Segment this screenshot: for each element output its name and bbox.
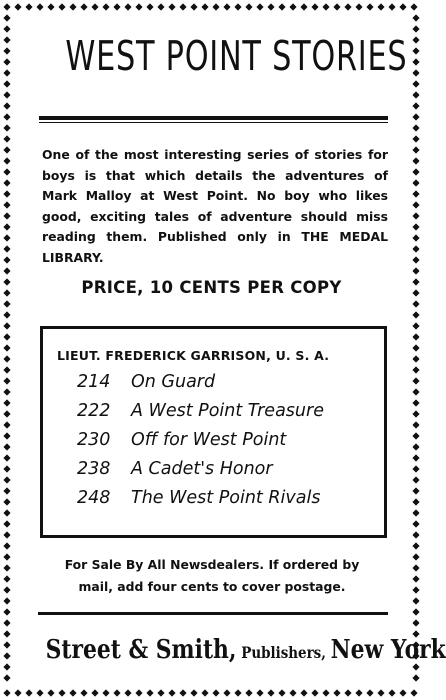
border-diamond (3, 47, 10, 54)
title-rule-thin (39, 122, 388, 123)
sale-line-2: mail, add four cents to cover postage. (78, 579, 346, 594)
border-diamond (157, 689, 164, 696)
border-diamond (300, 3, 307, 10)
border-diamond (3, 520, 10, 527)
border-diamond (412, 58, 419, 65)
border-diamond (311, 3, 318, 10)
book-title: On Guard (131, 372, 216, 392)
border-diamond (3, 333, 10, 340)
border-diamond (256, 3, 263, 10)
border-diamond (366, 689, 373, 696)
border-diamond (3, 157, 10, 164)
border-diamond (168, 689, 175, 696)
border-diamond (3, 212, 10, 219)
border-diamond (3, 641, 10, 648)
border-diamond (412, 179, 419, 186)
border-diamond (157, 3, 164, 10)
book-item (77, 459, 273, 483)
border-diamond (412, 267, 419, 274)
border-diamond (412, 256, 419, 263)
border-diamond (412, 278, 419, 285)
border-diamond (412, 487, 419, 494)
border-diamond (412, 234, 419, 241)
border-diamond (355, 3, 362, 10)
border-diamond (412, 300, 419, 307)
border-diamond (3, 454, 10, 461)
border-diamond (3, 25, 10, 32)
border-diamond (3, 487, 10, 494)
border-diamond (412, 80, 419, 87)
border-diamond (256, 689, 263, 696)
border-diamond (412, 47, 419, 54)
border-diamond (355, 689, 362, 696)
border-diamond (3, 443, 10, 450)
border-diamond (412, 586, 419, 593)
border-diamond (3, 289, 10, 296)
border-diamond (412, 113, 419, 120)
border-diamond (168, 3, 175, 10)
border-diamond (3, 14, 10, 21)
border-diamond (300, 689, 307, 696)
border-diamond (410, 689, 417, 696)
book-item (77, 430, 286, 454)
book-title: A Cadet's Honor (131, 459, 273, 479)
border-diamond (113, 3, 120, 10)
border-diamond (412, 509, 419, 516)
publisher-city: New York (330, 635, 446, 665)
border-diamond (3, 245, 10, 252)
border-diamond (3, 476, 10, 483)
border-diamond (388, 689, 395, 696)
border-diamond (412, 476, 419, 483)
border-diamond (278, 689, 285, 696)
border-diamond (412, 432, 419, 439)
border-diamond (3, 80, 10, 87)
border-diamond (3, 663, 10, 670)
border-diamond (3, 311, 10, 318)
border-diamond (146, 689, 153, 696)
border-diamond (113, 689, 120, 696)
border-diamond (267, 689, 274, 696)
border-diamond (412, 410, 419, 417)
border-diamond (412, 465, 419, 472)
book-number: 248 (77, 488, 111, 508)
border-diamond (212, 689, 219, 696)
border-diamond (3, 465, 10, 472)
border-diamond (3, 190, 10, 197)
border-diamond (412, 36, 419, 43)
border-diamond (25, 3, 32, 10)
border-diamond (3, 234, 10, 241)
border-diamond (412, 520, 419, 527)
book-title: The West Point Rivals (131, 488, 321, 508)
border-diamond (289, 3, 296, 10)
border-diamond (412, 157, 419, 164)
border-diamond (412, 355, 419, 362)
border-diamond (102, 689, 109, 696)
border-diamond (3, 91, 10, 98)
border-diamond (289, 689, 296, 696)
border-diamond (412, 443, 419, 450)
border-diamond (322, 689, 329, 696)
border-diamond (322, 3, 329, 10)
border-diamond (278, 3, 285, 10)
border-diamond (412, 399, 419, 406)
border-diamond (3, 410, 10, 417)
sale-notice (34, 554, 390, 598)
border-diamond (412, 608, 419, 615)
book-title: A West Point Treasure (131, 401, 324, 421)
border-diamond (3, 689, 10, 696)
book-number: 238 (77, 459, 111, 479)
border-diamond (69, 689, 76, 696)
border-diamond (412, 619, 419, 626)
border-diamond (412, 135, 419, 142)
border-diamond (412, 146, 419, 153)
border-diamond (3, 102, 10, 109)
page-title: WEST POINT STORIES (65, 32, 408, 80)
price-line: PRICE, 10 CENTS PER COPY (81, 278, 342, 297)
border-diamond (3, 421, 10, 428)
border-diamond (69, 3, 76, 10)
footer-rule (38, 612, 388, 615)
border-diamond (412, 190, 419, 197)
border-diamond (366, 3, 373, 10)
border-diamond (91, 689, 98, 696)
border-diamond (91, 3, 98, 10)
border-diamond (190, 3, 197, 10)
border-diamond (412, 212, 419, 219)
border-diamond (3, 344, 10, 351)
border-diamond (3, 124, 10, 131)
border-diamond (3, 597, 10, 604)
border-diamond (190, 689, 197, 696)
border-diamond (58, 689, 65, 696)
border-diamond (412, 69, 419, 76)
border-diamond (80, 3, 87, 10)
border-diamond (179, 3, 186, 10)
border-diamond (179, 689, 186, 696)
border-diamond (3, 586, 10, 593)
border-diamond (80, 689, 87, 696)
border-diamond (14, 3, 21, 10)
border-diamond (412, 421, 419, 428)
border-diamond (3, 564, 10, 571)
border-diamond (412, 531, 419, 538)
border-diamond (146, 3, 153, 10)
border-diamond (234, 3, 241, 10)
border-diamond (412, 553, 419, 560)
border-diamond (201, 3, 208, 10)
border-diamond (3, 399, 10, 406)
border-diamond (3, 300, 10, 307)
sale-line-1: For Sale By All Newsdealers. If ordered by (64, 557, 360, 572)
border-diamond (102, 3, 109, 10)
border-diamond (399, 689, 406, 696)
intro-paragraph: One of the most interesting series of stories for boys is that which details the adventures of Mark Malloy at West Point. No boy who likes good, exciting tales of adventure should miss reading them. Published only in THE MEDAL LIBRARY. (42, 147, 388, 265)
book-number: 222 (77, 401, 111, 421)
border-diamond (3, 223, 10, 230)
border-diamond (47, 3, 54, 10)
border-diamond (3, 168, 10, 175)
publisher-line (45, 635, 446, 665)
book-title: Off for West Point (131, 430, 287, 450)
publisher-name: Street & Smith, (45, 635, 237, 665)
border-diamond (412, 124, 419, 131)
border-diamond (412, 223, 419, 230)
book-number: 214 (77, 372, 111, 392)
border-diamond (412, 245, 419, 252)
border-diamond (410, 3, 417, 10)
border-diamond (14, 689, 21, 696)
border-diamond (412, 498, 419, 505)
border-diamond (3, 267, 10, 274)
border-diamond (3, 3, 10, 10)
border-diamond (311, 689, 318, 696)
border-diamond (135, 3, 142, 10)
border-diamond (234, 689, 241, 696)
border-diamond (3, 509, 10, 516)
border-diamond (25, 689, 32, 696)
border-diamond (412, 366, 419, 373)
border-diamond (223, 3, 230, 10)
border-diamond (58, 3, 65, 10)
border-diamond (344, 3, 351, 10)
border-diamond (412, 454, 419, 461)
border-diamond (3, 575, 10, 582)
border-diamond (201, 689, 208, 696)
border-diamond (412, 311, 419, 318)
book-item (77, 372, 215, 396)
border-diamond (3, 553, 10, 560)
border-diamond (412, 344, 419, 351)
title-rule-thick (39, 116, 388, 120)
border-diamond (412, 322, 419, 329)
border-diamond (3, 619, 10, 626)
border-diamond (377, 689, 384, 696)
publisher-role: Publishers, (241, 643, 326, 662)
border-diamond (3, 498, 10, 505)
border-diamond (3, 146, 10, 153)
border-diamond (388, 3, 395, 10)
border-diamond (3, 355, 10, 362)
border-diamond (412, 25, 419, 32)
border-diamond (3, 36, 10, 43)
border-diamond (412, 201, 419, 208)
border-diamond (333, 689, 340, 696)
border-diamond (3, 652, 10, 659)
border-diamond (412, 14, 419, 21)
border-diamond (412, 168, 419, 175)
border-diamond (135, 689, 142, 696)
book-number: 230 (77, 430, 111, 450)
border-diamond (412, 289, 419, 296)
border-diamond (412, 333, 419, 340)
border-diamond (412, 377, 419, 384)
border-diamond (223, 689, 230, 696)
border-diamond (267, 3, 274, 10)
border-diamond (212, 3, 219, 10)
border-diamond (3, 630, 10, 637)
border-diamond (124, 3, 131, 10)
border-diamond (344, 689, 351, 696)
border-diamond (3, 608, 10, 615)
border-diamond (3, 179, 10, 186)
author-name: LIEUT. FREDERICK GARRISON, U. S. A. (57, 348, 330, 363)
border-diamond (3, 542, 10, 549)
book-item (77, 488, 320, 512)
border-diamond (333, 3, 340, 10)
book-item (77, 401, 324, 425)
border-diamond (124, 689, 131, 696)
border-diamond (36, 3, 43, 10)
border-diamond (3, 256, 10, 263)
border-diamond (3, 278, 10, 285)
book-list-box (40, 326, 387, 538)
border-diamond (399, 3, 406, 10)
border-diamond (245, 3, 252, 10)
border-diamond (3, 377, 10, 384)
border-diamond (3, 58, 10, 65)
border-diamond (377, 3, 384, 10)
border-diamond (412, 564, 419, 571)
border-diamond (412, 597, 419, 604)
border-diamond (3, 388, 10, 395)
border-diamond (47, 689, 54, 696)
border-diamond (412, 388, 419, 395)
border-diamond (3, 432, 10, 439)
border-diamond (3, 135, 10, 142)
border-diamond (412, 102, 419, 109)
border-diamond (412, 674, 419, 681)
border-diamond (3, 674, 10, 681)
border-diamond (3, 366, 10, 373)
border-diamond (3, 201, 10, 208)
border-diamond (412, 91, 419, 98)
border-diamond (3, 113, 10, 120)
border-diamond (245, 689, 252, 696)
border-diamond (36, 689, 43, 696)
border-diamond (412, 542, 419, 549)
border-diamond (3, 531, 10, 538)
border-diamond (3, 322, 10, 329)
border-diamond (3, 69, 10, 76)
border-diamond (412, 575, 419, 582)
